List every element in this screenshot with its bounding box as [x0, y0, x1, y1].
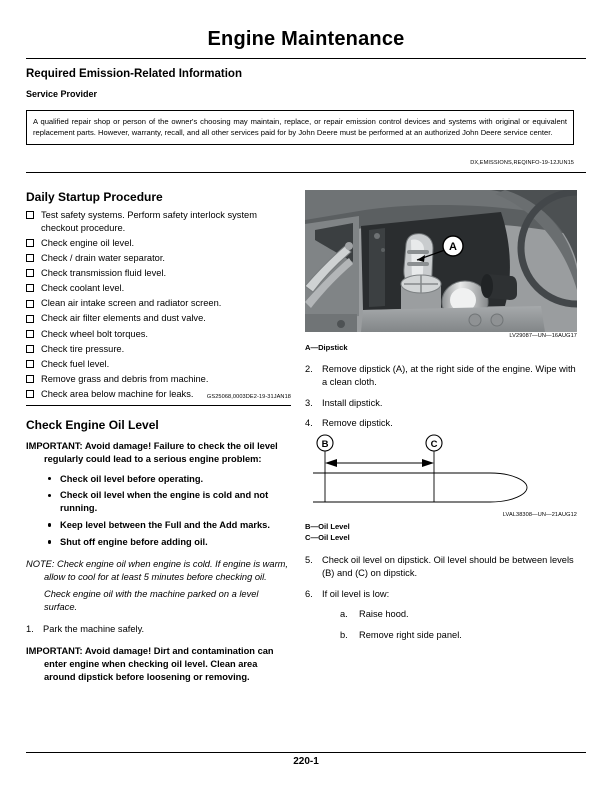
header-rule: [26, 58, 586, 59]
checklist-item-label: Remove grass and debris from machine.: [41, 373, 209, 384]
bullet-item: [48, 536, 291, 549]
step-1: [26, 623, 291, 636]
step-item: [305, 554, 577, 580]
important-notice-1: IMPORTANT: Avoid damage! Failure to check the oil level regularly could lead to a serious engine problem:: [26, 441, 278, 464]
step-1-number: 1.: [26, 624, 34, 635]
figure-legend-a: A—Dipstick: [305, 343, 348, 352]
daily-startup-checklist: [26, 209, 291, 401]
checkbox-icon[interactable]: [26, 269, 34, 277]
steps-list-lower: [305, 554, 577, 642]
footer-rule: [26, 752, 586, 753]
figure-code-diagram: LVAL38308—UN—21AUG12: [502, 512, 577, 518]
checkbox-icon[interactable]: [26, 300, 34, 308]
step-text: If oil level is low:: [322, 588, 390, 599]
section-heading-emission: Required Emission-Related Information: [26, 68, 242, 80]
checklist-item[interactable]: [26, 209, 291, 234]
checklist-item-label: Clean air intake screen and radiator screen.: [41, 298, 222, 309]
checklist-item-label: Check / drain water separator.: [41, 252, 166, 263]
checklist-item-label: Check wheel bolt torques.: [41, 328, 148, 339]
subsection-heading-service-provider: Service Provider: [26, 89, 98, 99]
page-number: 220-1: [293, 756, 319, 767]
right-column: [305, 190, 577, 438]
checklist-item-label: Test safety systems. Perform safety interlock system checkout procedure.: [41, 210, 257, 233]
left-column: [26, 190, 291, 403]
step-1-text: Park the machine safely.: [43, 624, 145, 635]
checklist-item[interactable]: [26, 358, 291, 371]
step-number: 5.: [305, 555, 313, 565]
checklist-item[interactable]: [26, 328, 291, 341]
step-text: Remove dipstick (A), at the right side of the engine. Wipe with a clean cloth.: [322, 364, 576, 387]
checklist-item-label: Check tire pressure.: [41, 343, 125, 354]
svg-text:A: A: [449, 241, 457, 253]
section-divider-2: [26, 405, 291, 406]
checkbox-icon[interactable]: [26, 390, 34, 398]
checkbox-icon[interactable]: [26, 211, 34, 219]
checklist-item[interactable]: [26, 312, 291, 325]
step-item: [305, 363, 577, 389]
figure-legend-b: B—Oil Level: [305, 522, 350, 531]
step-number: 6.: [305, 588, 313, 599]
note-2: Check engine oil with the machine parked on a level surface.: [44, 589, 259, 613]
checkbox-icon[interactable]: [26, 239, 34, 247]
checklist-item[interactable]: [26, 237, 291, 250]
bullet-label: Check oil level before operating.: [60, 473, 204, 484]
step-item: [305, 397, 577, 410]
right-column-lower: [305, 432, 577, 650]
substep-item: [340, 608, 577, 621]
checklist-item-label: Check area below machine for leaks.: [41, 389, 194, 400]
section-heading-check-oil: Check Engine Oil Level: [26, 418, 159, 432]
checkbox-icon[interactable]: [26, 375, 34, 383]
substep-number: b.: [340, 630, 348, 641]
figure-code-photo: LV29087—UN—16AUG17: [509, 333, 577, 339]
checklist-item[interactable]: [26, 267, 291, 280]
checklist-item-label: Check coolant level.: [41, 283, 125, 294]
checklist-item[interactable]: [26, 297, 291, 310]
checkbox-icon[interactable]: [26, 315, 34, 323]
figure-dipstick-photo: [305, 190, 577, 332]
substeps-list: [322, 608, 577, 642]
bullet-item: [48, 519, 291, 532]
reference-code-daily-startup: GS25068,0003DE2-19-31JAN18: [206, 394, 291, 400]
step-text: Remove dipstick.: [322, 418, 393, 429]
bullet-item: [48, 473, 291, 486]
check-oil-bullets: [26, 473, 291, 549]
bullet-dot-icon: [48, 477, 51, 480]
important-notice-2: IMPORTANT: Avoid damage! Dirt and contamination can enter engine when checking oil level. Clean area around dipstick before loosening or removing.: [26, 645, 274, 682]
checkbox-icon[interactable]: [26, 284, 34, 292]
reference-code-emission: DX,EMISSIONS,REQINFO-19-12JUN15: [470, 160, 574, 166]
step-number: 4.: [305, 418, 313, 429]
substep-number: a.: [340, 609, 348, 620]
step-text: Install dipstick.: [322, 397, 383, 408]
step-number: 2.: [305, 364, 313, 374]
note-1: NOTE: Check engine oil when engine is cold. If engine is warm, allow to cool for at least 5 minutes before checking oil.: [26, 558, 288, 582]
left-column-lower: [26, 418, 291, 690]
checklist-item-label: Check transmission fluid level.: [41, 268, 167, 279]
bullet-dot-icon: [48, 523, 51, 526]
section-divider-1: [26, 172, 586, 173]
checkbox-icon[interactable]: [26, 330, 34, 338]
bullet-dot-icon: [48, 540, 51, 543]
svg-text:C: C: [430, 439, 438, 450]
checklist-item[interactable]: [26, 282, 291, 295]
bullet-label: Keep level between the Full and the Add marks.: [60, 520, 270, 531]
figure-dipstick-diagram: [305, 432, 577, 512]
checkbox-icon[interactable]: [26, 254, 34, 262]
checklist-item-label: Check air filter elements and dust valve.: [41, 313, 206, 324]
step-number: 3.: [305, 397, 313, 408]
dipstick-photo-illustration: [305, 190, 577, 332]
checklist-item-label: Check fuel level.: [41, 358, 110, 369]
checklist-item[interactable]: [26, 373, 291, 386]
checklist-item-label: Check engine oil level.: [41, 237, 135, 248]
bullet-label: Check oil level when the engine is cold and not running.: [60, 490, 269, 514]
substep-text: Remove right side panel.: [359, 630, 462, 641]
substep-text: Raise hood.: [359, 609, 409, 620]
checkbox-icon[interactable]: [26, 360, 34, 368]
checklist-item[interactable]: [26, 343, 291, 356]
svg-text:B: B: [321, 439, 329, 450]
bullet-item: [48, 489, 291, 515]
step-item: [305, 417, 577, 430]
checkbox-icon[interactable]: [26, 345, 34, 353]
step-text: Check oil level on dipstick. Oil level should be between levels (B) and (C) on dipstick.: [322, 555, 574, 578]
section-heading-daily-startup: Daily Startup Procedure: [26, 190, 163, 204]
substep-item: [340, 629, 577, 642]
service-provider-box: [26, 110, 574, 145]
step-item: [305, 588, 577, 642]
bullet-label: Shut off engine before adding oil.: [60, 536, 208, 547]
page-title: Engine Maintenance: [207, 28, 405, 50]
steps-list-upper: [305, 363, 577, 430]
bullet-dot-icon: [48, 494, 51, 497]
figure-legend-c: C—Oil Level: [305, 533, 350, 542]
service-provider-text: A qualified repair shop or person of the owner's choosing may maintain, replace, or repair emission control devices and systems with original or equivalent replacement parts. However, warranty, recall, and all other services paid for by John Deere must be performed at an authorized John Deere service center.: [33, 117, 567, 137]
dipstick-diagram-illustration: [305, 432, 577, 512]
checklist-item[interactable]: [26, 252, 291, 265]
